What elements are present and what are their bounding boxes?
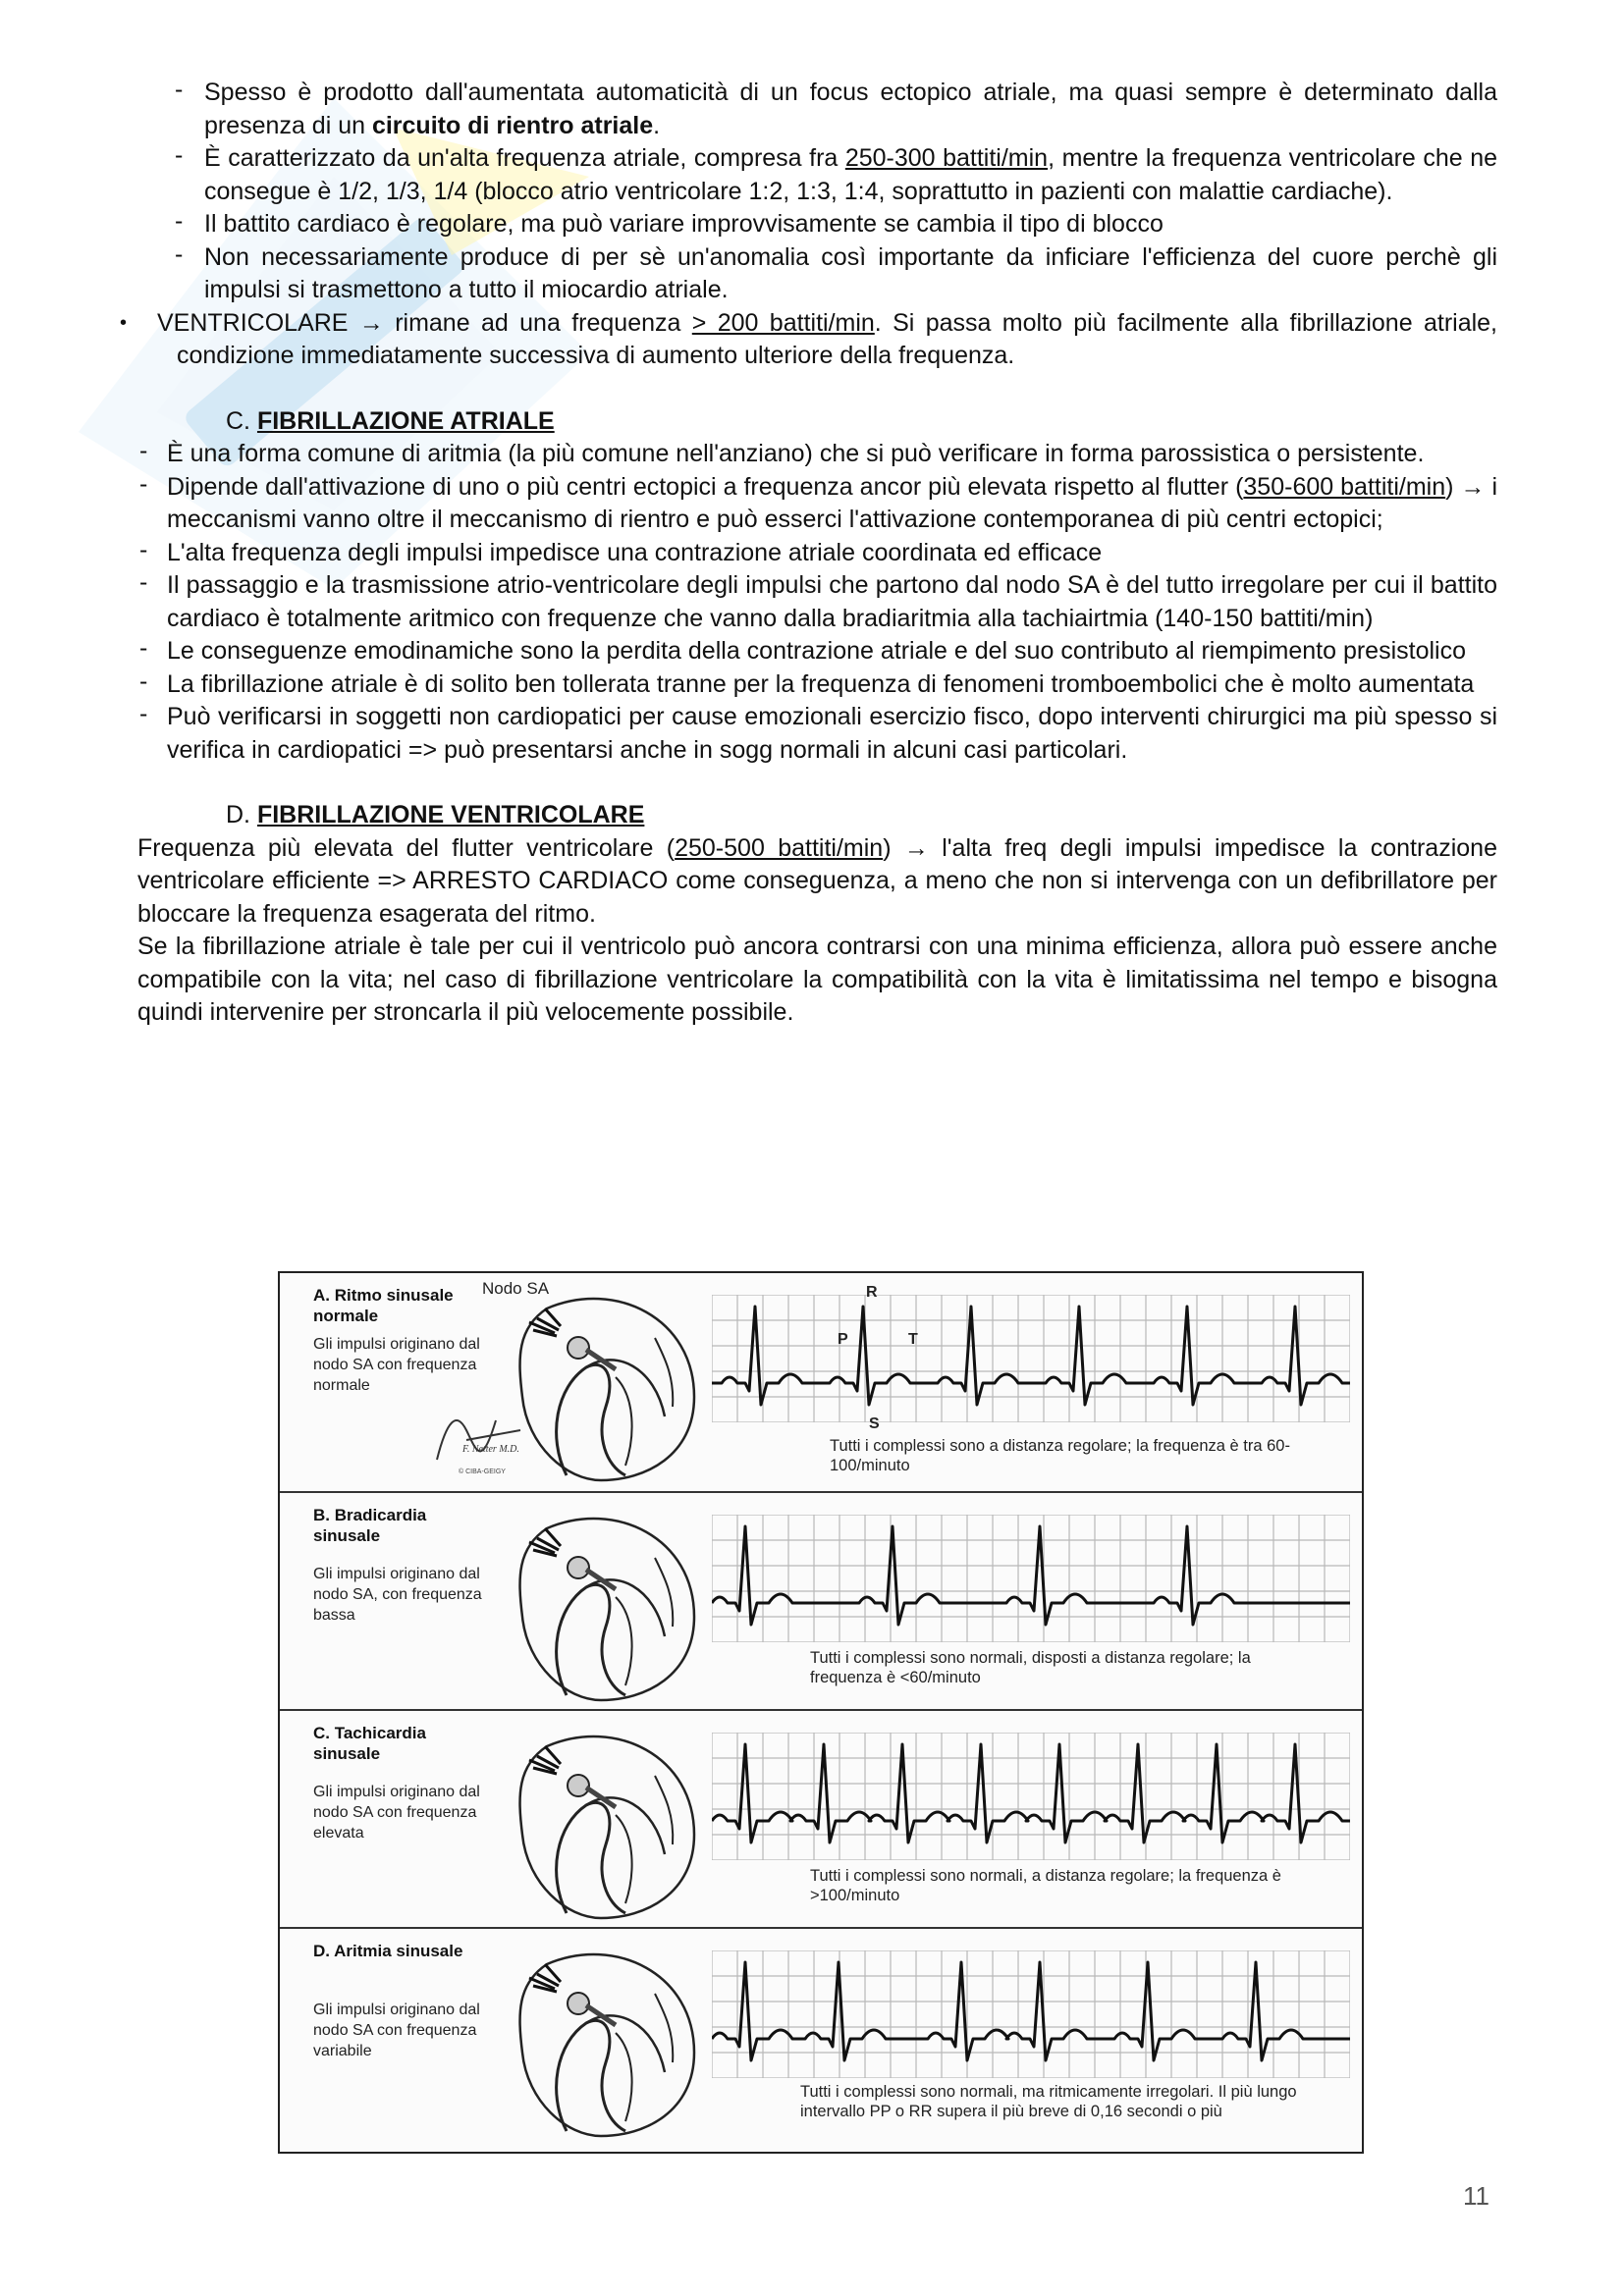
wave-labels	[712, 1283, 1350, 1430]
netter-signature	[427, 1401, 535, 1479]
fa-item-4: - Il passaggio e la trasmissione atrio-ventricolare degli impulsi che partono dal nodo SA è del tutto irregolare per cui il battito cardiaco è totalmente aritmico con frequenze che vanno dalla bradiaritmia alla tachiairtmia (140-150 battiti/min)	[139, 568, 1497, 632]
fa-item-6: - La fibrillazione atriale è di solito ben tollerata tranne per la frequenza di fenomeni tromboembolici che è molto aumentata	[139, 667, 1475, 698]
fv-paragraph-2: Se la fibrillazione atriale è tale per cui il ventricolo può ancora contrarsi con una minima efficienza, allora può essere anche compatibile con la vita; nel caso di fibrillazione ventricolare la compatibilità con la vita è limitatissima nel tempo e bisogna quindi intervenire per stroncarla il più velocemente possibile.	[137, 933, 1497, 1026]
panel-d	[280, 1927, 1362, 2152]
nodo-sa-label: Nodo SA	[482, 1279, 550, 1298]
ecg-strip	[712, 1515, 1350, 1642]
fv-paragraph-1: Frequenza più elevata del flutter ventricolare (250-500 battiti/min) → l'alta freq degli impulsi impedisce la contrazione ventricolare efficiente => ARRESTO CARDIACO come conseguenza, a meno che non si intervenga con un defibrillatore per bloccare la frequenza esagerata del ritmo.	[137, 833, 1497, 928]
panel-desc: Gli impulsi originano dal nodo SA, con frequenza bassa	[313, 1566, 482, 1624]
page-number: 11	[1463, 2181, 1489, 2211]
flutter-item-3: - Il battito cardiaco è regolare, ma può variare improvvisamente se cambia il tipo di blocco	[175, 207, 1164, 238]
panel-caption: Tutti i complessi sono normali, disposti a distanza regolare; la frequenza è <60/minuto	[810, 1649, 1251, 1686]
section-d-heading: D. FIBRILLAZIONE VENTRICOLARE	[226, 801, 645, 828]
ecg-trace	[712, 1744, 1350, 1842]
wave-label-t: T	[908, 1331, 918, 1348]
fa-item-7: - Può verificarsi in soggetti non cardiopatici per cause emozionali esercizio fisco, dopo interventi chirurgici ma più spesso si verifica in cardiopatici => può presentarsi anche in sogg normali in alcuni casi particolari.	[139, 700, 1497, 764]
wave-label-r: R	[866, 1284, 878, 1301]
ecg-figure	[278, 1271, 1364, 2154]
panel-desc: Gli impulsi originano dal nodo SA con frequenza variabile	[313, 2002, 480, 2059]
fa-item-3: - L'alta frequenza degli impulsi impedisce una contrazione atriale coordinata ed efficace	[139, 535, 1103, 566]
heart-illustration	[508, 1499, 704, 1705]
panel-desc: Gli impulsi originano dal nodo SA con frequenza normale	[313, 1336, 480, 1394]
heart-illustration	[508, 1717, 704, 1923]
panel-caption: Tutti i complessi sono a distanza regolare; la frequenza è tra 60-100/minuto	[830, 1437, 1290, 1474]
heart-illustration	[508, 1935, 704, 2141]
wave-label-s: S	[869, 1415, 880, 1430]
fa-item-5: - Le conseguenze emodinamiche sono la perdita della contrazione atriale e del suo contributo al riempimento presistolico	[139, 634, 1466, 665]
panel-title: A. Ritmo sinusale normale	[313, 1286, 454, 1325]
panel-caption: Tutti i complessi sono normali, a distanza regolare; la frequenza è >100/minuto	[810, 1867, 1281, 1904]
document-body	[120, 76, 1498, 1030]
ecg-strip	[712, 1950, 1350, 2078]
panel-title: C. Tachicardia sinusale	[313, 1724, 426, 1763]
panel-title: D. Aritmia sinusale	[313, 1942, 463, 1960]
signature-copyright: © CIBA-GEIGY	[459, 1468, 506, 1475]
panel-b	[280, 1491, 1362, 1711]
flutter-item-4: - Non necessariamente produce di per sè un'anomalia così importante da inficiare l'efficienza del cuore perchè gli impulsi si trasmettono a tutto il miocardio atriale.	[175, 240, 1497, 303]
panel-c	[280, 1709, 1362, 1929]
heart-illustration	[508, 1279, 704, 1485]
panel-title: B. Bradicardia sinusale	[313, 1506, 427, 1545]
flutter-item-1: - Spesso è prodotto dall'aumentata automaticità di un focus ectopico atriale, ma quasi sempre è determinato dalla presenza di un circuito di rientro atriale.	[175, 76, 1497, 139]
ecg-grid	[712, 1733, 1350, 1860]
fa-item-2: - Dipende dall'attivazione di uno o più centri ectopici a frequenza ancor più elevata rispetto al flutter (350-600 battiti/min) → i meccanismi vanno oltre il meccanismo di rientro e può esserci l'attivazione contemporanea di più centri ectopici;	[139, 469, 1497, 533]
flutter-item-2: - È caratterizzato da un'alta frequenza atriale, compresa fra 250-300 battiti/min, mentre la frequenza ventricolare che ne consegue è 1/2, 1/3, 1/4 (blocco atrio ventricolare 1:2, 1:3, 1:4, soprattutto in pazienti con malattie cardiache).	[175, 141, 1498, 205]
wave-label-p: P	[838, 1331, 848, 1348]
panel-desc: Gli impulsi originano dal nodo SA con frequenza elevata	[313, 1784, 480, 1842]
ecg-strip	[712, 1733, 1350, 1860]
panel-caption: Tutti i complessi sono normali, ma ritmicamente irregolari. Il più lungo intervallo PP o RR supera il più breve di 0,16 secondi o più	[800, 2083, 1297, 2120]
ecg-trace	[712, 1962, 1350, 2060]
ecg-grid	[712, 1515, 1350, 1642]
panel-a	[280, 1273, 1362, 1491]
ventricolare-bullet: • VENTRICOLARE → rimane ad una frequenza > 200 battiti/min. Si passa molto più facilmente alla fibrillazione atriale, condizione immediatamente successiva di aumento ulteriore della frequenza.	[120, 308, 1498, 369]
fa-item-1: - È una forma comune di aritmia (la più comune nell'anziano) che si può verificare in forma parossistica o persistente.	[139, 437, 1425, 467]
signature-text: F. Netter M.D.	[462, 1444, 519, 1455]
ecg-trace	[712, 1526, 1350, 1625]
section-c-heading: C. FIBRILLAZIONE ATRIALE	[226, 406, 555, 435]
